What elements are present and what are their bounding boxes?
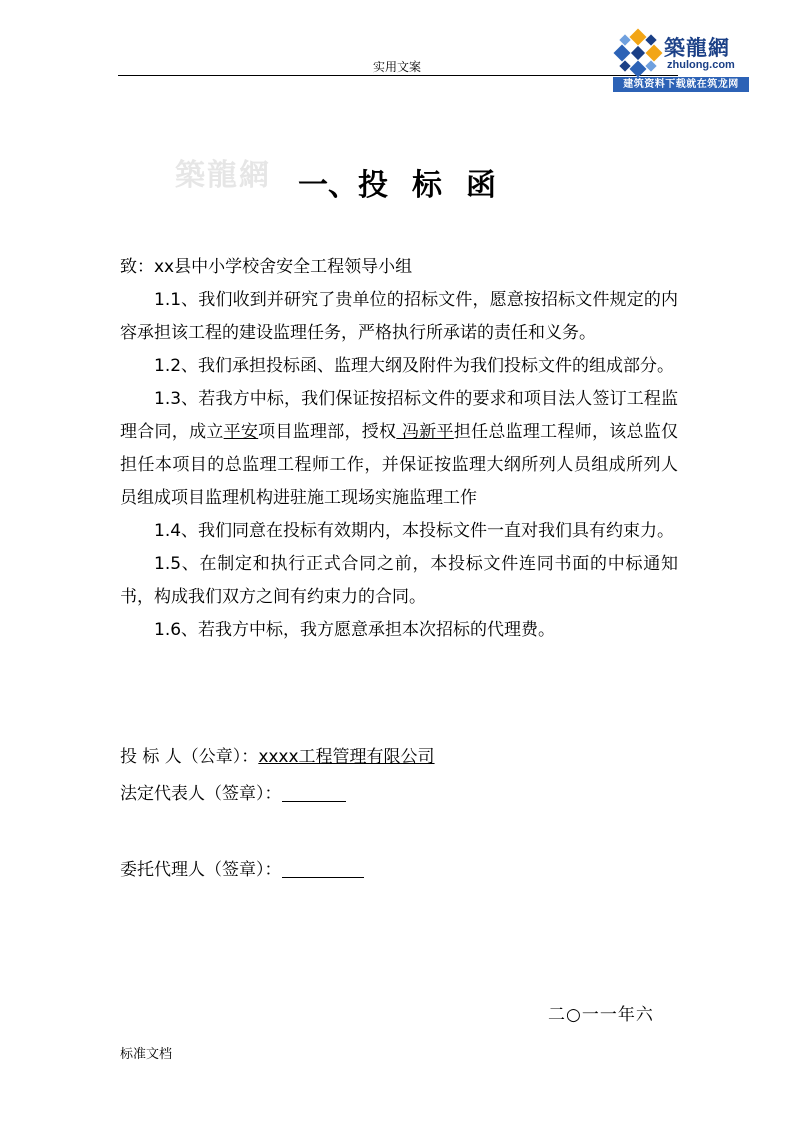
project-name: 平安 — [223, 422, 259, 442]
salutation: 致：xx县中小学校舍安全工程领导小组 — [120, 257, 413, 277]
clause-1-3-part-b: 项目监理部，授权 — [258, 422, 397, 442]
header-divider — [118, 75, 678, 76]
document-date: 二○一一年六 — [548, 1005, 654, 1025]
legal-rep-line — [120, 779, 346, 804]
page-header-label: 实用文案 — [372, 60, 421, 74]
agent-line — [120, 855, 364, 880]
clause-1-1: 1.1、我们收到并研究了贵单位的招标文件，愿意按招标文件规定的内容承担该工程的建设监理任务，严格执行所承诺的责任和义务。 — [120, 290, 678, 343]
agent-label: 委托代理人（签章）： — [120, 860, 282, 880]
bidder-label: 投 标 人（公章）： — [120, 747, 259, 767]
title-part-1: 一、 — [298, 168, 358, 203]
clause-1-2: 1.2、我们承担投标函、监理大纲及附件为我们投标文件的组成部分。 — [154, 356, 675, 376]
agent-signature-blank[interactable] — [282, 877, 364, 878]
title-part-4: 函 — [466, 168, 496, 203]
legal-rep-signature-blank[interactable] — [282, 801, 346, 802]
letter-body — [120, 251, 678, 647]
zhulong-logo — [613, 26, 749, 92]
clause-1-5: 1.5、在制定和执行正式合同之前，本投标文件连同书面的中标通知书，构成我们双方之间有约束力的合同。 — [120, 554, 678, 607]
logo-slogan-banner: 建筑资料下载就在筑龙网 — [613, 77, 749, 92]
clause-1-3 — [120, 383, 678, 515]
legal-rep-label: 法定代表人（签章）： — [120, 784, 282, 804]
chief-engineer-name: 冯新平 — [396, 422, 454, 442]
title-part-3: 标 — [412, 168, 442, 203]
clause-1-6: 1.6、若我方中标，我方愿意承担本次招标的代理费。 — [154, 620, 556, 640]
page-footer-label: 标准文档 — [120, 1047, 173, 1062]
watermark: 築龍網 — [175, 158, 271, 193]
clause-1-4: 1.4、我们同意在投标有效期内，本投标文件一直对我们具有约束力。 — [154, 521, 675, 541]
clause-1-3-part-c: 担任总监理工程师，该总监仅担任本项目的总监理工程师工作，并保证按监理大纲所列人员组成所列人员组成项目监理机构进驻施工现场实施监理工作 — [120, 422, 679, 508]
logo-url: zhulong.com — [667, 59, 735, 71]
bidder-value: xxxx工程管理有限公司 — [258, 747, 435, 767]
logo-name: 築龍網 — [664, 35, 730, 60]
bidder-line — [120, 742, 435, 767]
clause-1-3-part-a: 1.3、若我方中标，我们保证按招标文件的要求和项目法人签订工程监理合同，成立 — [120, 389, 678, 442]
page-title — [0, 160, 794, 204]
logo-snowflake-icon — [613, 28, 663, 78]
title-part-2: 投 — [358, 168, 388, 203]
